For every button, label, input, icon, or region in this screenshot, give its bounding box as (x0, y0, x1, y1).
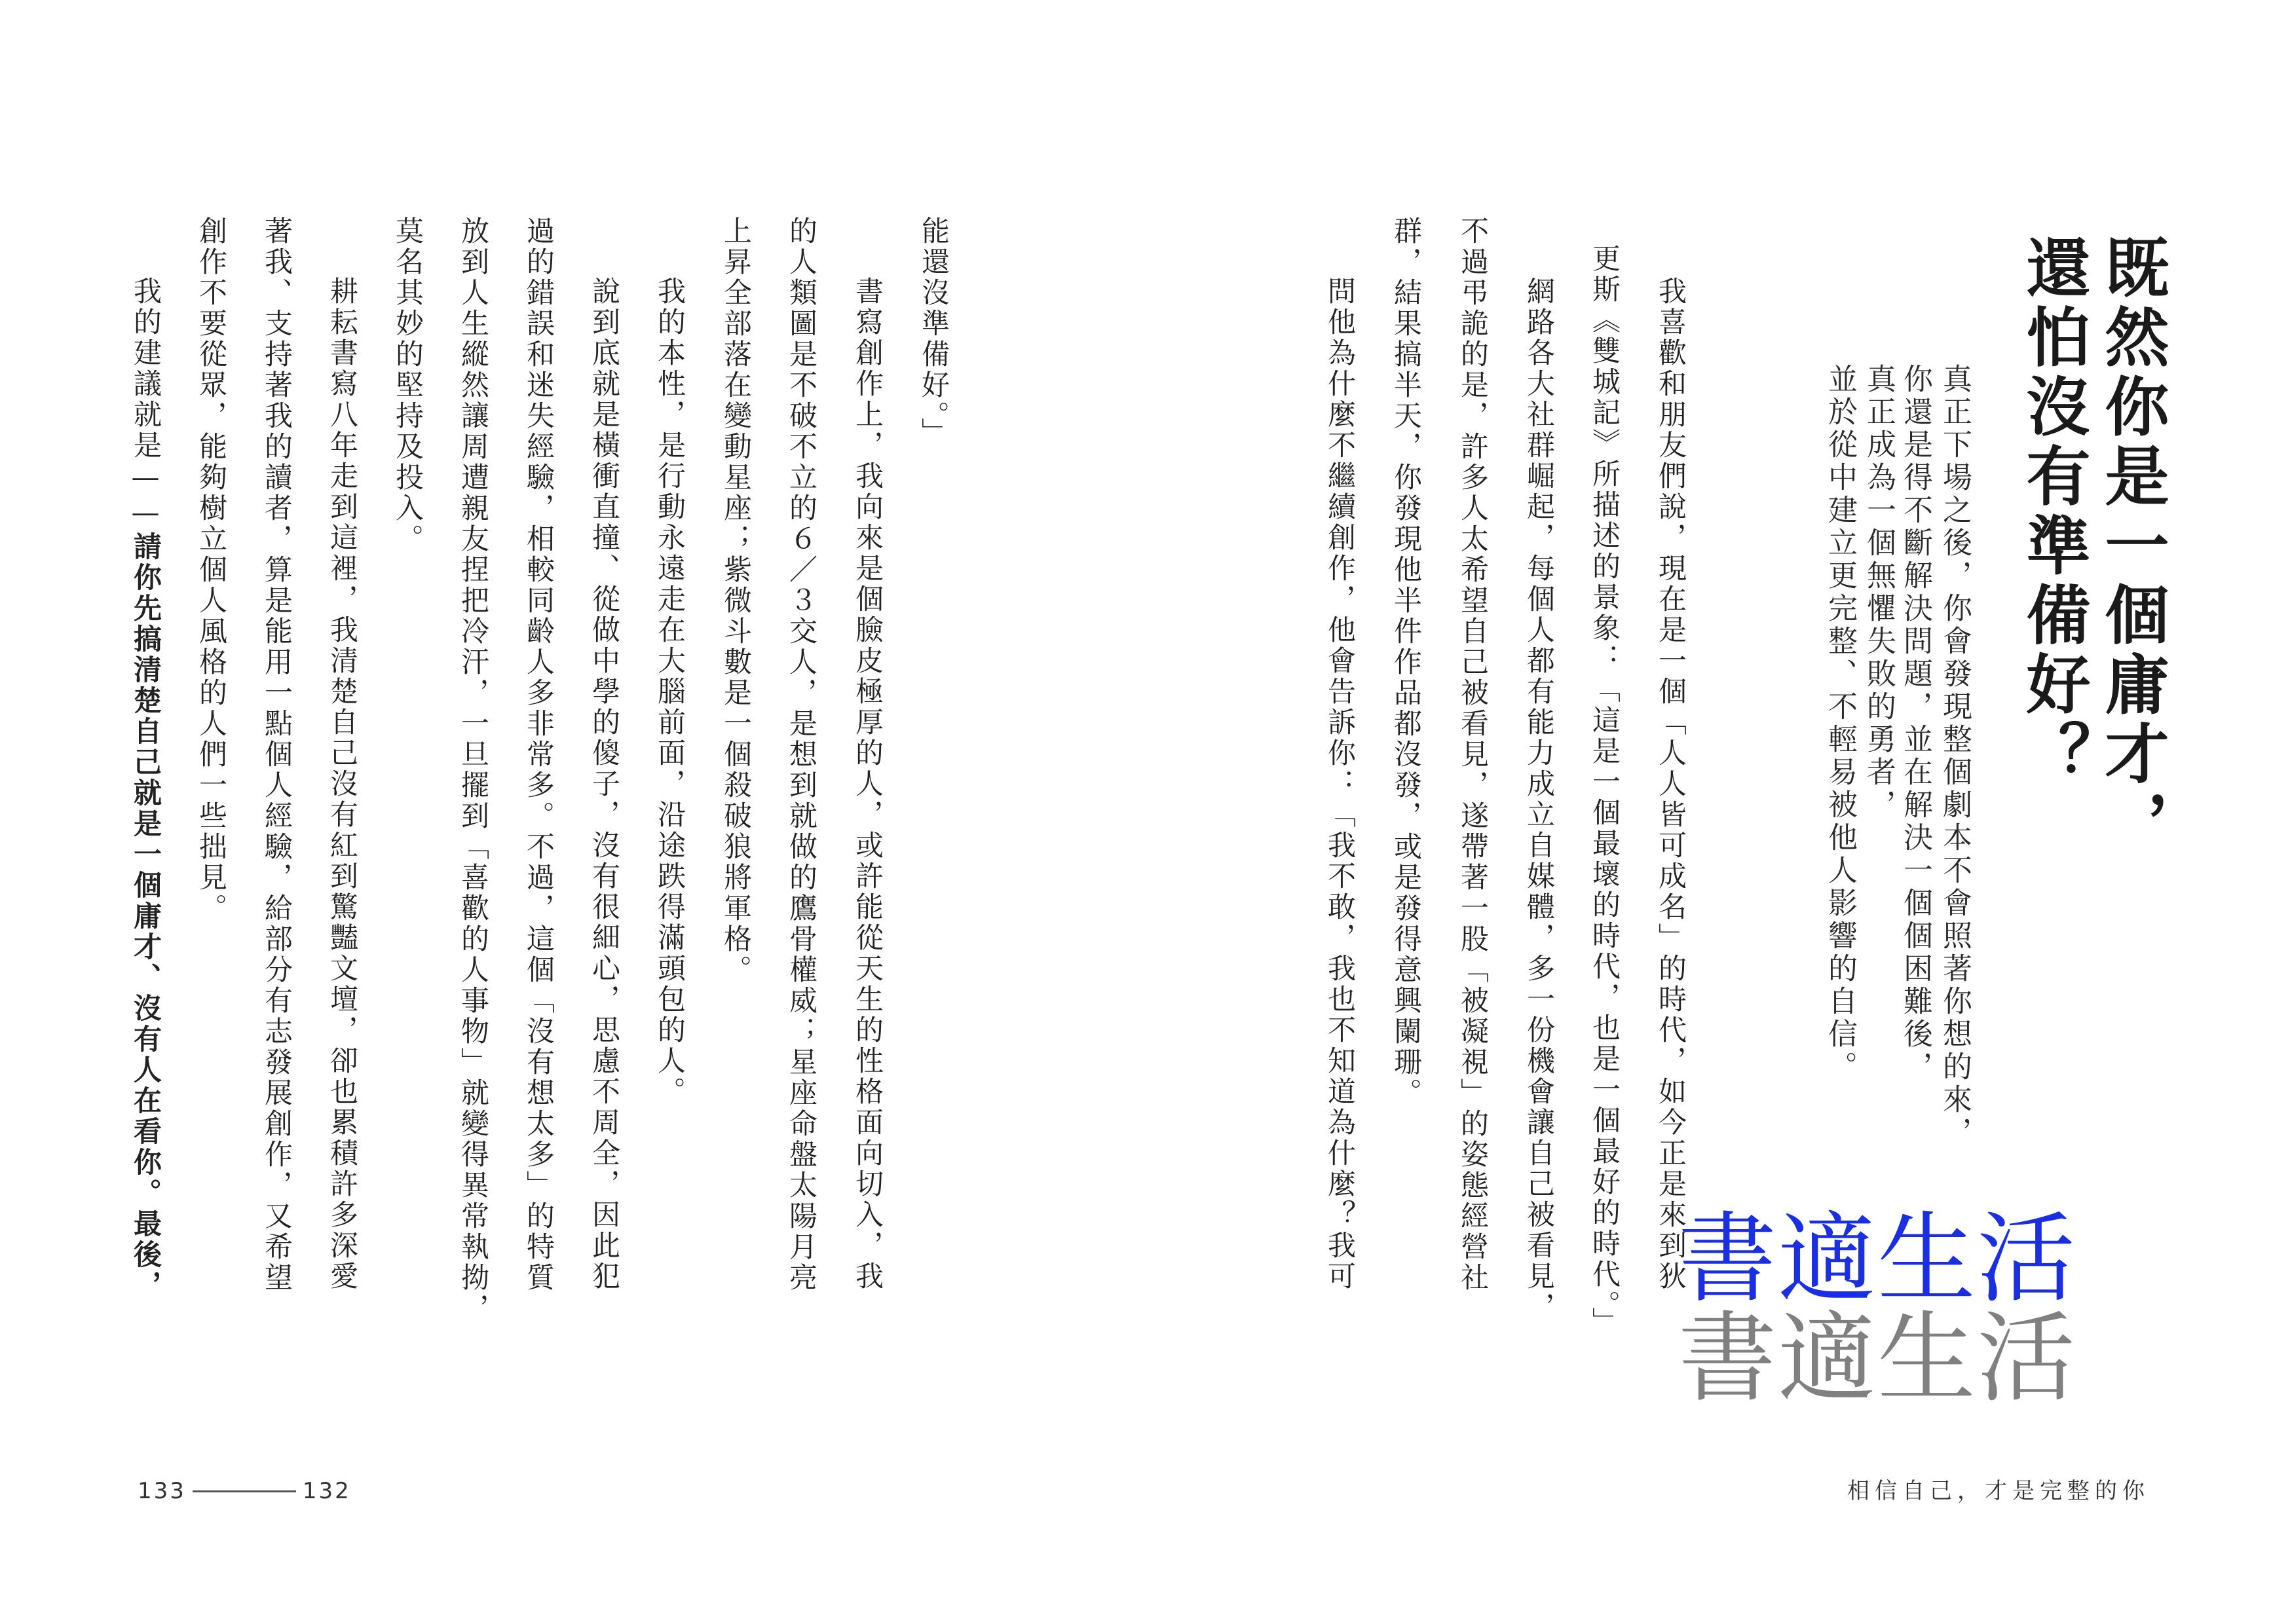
intro-line-3: 真正成為一個無懼失敗的勇者， (1862, 363, 1896, 822)
intro-line-1: 真正下場之後，你會發現整個劇本不會照著你想的來， (1938, 363, 1972, 1149)
body-line-9: 的人類圖是不破不立的６／３交人，是想到就做的鷹骨權威；星座命盤太陽月亮 (785, 216, 817, 1293)
intro-line-2: 你還是得不斷解決問題，並在解決一個個困難後， (1898, 363, 1933, 1084)
body-line-11: 我的本性，是行動永遠走在大腦前面，沿途跌得滿頭包的人。 (653, 276, 686, 1107)
body-line-19-plain: 我的建議就是—— (129, 276, 162, 532)
running-title: 相信自己，才是完整的你 (1847, 1478, 2150, 1504)
body-line-8: 書寫創作上，我向來是個臉皮極厚的人，或許能從天生的性格面向切入，我 (851, 276, 884, 1292)
body-line-15: 莫名其妙的堅持及投入。 (391, 216, 424, 555)
body-line-17: 著我、支持著我的讀者，算是能用一點個人經驗，給部分有志發展創作，又希望 (260, 216, 293, 1293)
body-line-1: 我喜歡和朋友們說，現在是一個「人人皆可成名」的時代，如今正是來到狄 (1654, 276, 1687, 1292)
page-number-left: 133 (138, 1478, 186, 1504)
body-line-19 (129, 276, 162, 1301)
body-line-12: 說到底就是橫衝直撞、從做中學的傻子，沒有很細心，思慮不周全，因此犯 (588, 276, 620, 1292)
page-number-divider (193, 1490, 296, 1492)
body-line-18: 創作不要從眾，能夠樹立個人風格的人們一些拙見。 (195, 216, 227, 924)
body-line-19-bold: 請你先搞清楚自己就是一個庸才、沒有人在看你。最後， (129, 532, 162, 1301)
body-line-13: 過的錯誤和迷失經驗，相較同齡人多非常多。不過，這個「沒有想太多」的特質 (522, 216, 555, 1293)
body-line-2: 更斯《雙城記》所描述的景象：「這是一個最壞的時代，也是一個最好的時代。」 (1588, 244, 1621, 1338)
page-number-right: 132 (302, 1478, 351, 1504)
watermark-gray: 書適生活 (1678, 1302, 2077, 1416)
body-line-7: 能還沒準備好。」 (917, 216, 950, 449)
body-line-10: 上昇全部落在變動星座；紫微斗數是一個殺破狼將軍格。 (719, 216, 752, 986)
body-line-16: 耕耘書寫八年走到這裡，我清楚自己沒有紅到驚豔文壇，卻也累積許多深愛 (326, 276, 358, 1292)
body-line-6: 問他為什麼不繼續創作，他會告訴你：「我不敢，我也不知道為什麼？我可 (1323, 276, 1356, 1292)
body-line-3: 網路各大社群崛起，每個人都有能力成立自媒體，多一份機會讓自己被看見， (1522, 276, 1555, 1323)
intro-line-4: 並於從中建立更完整、不輕易被他人影響的自信。 (1823, 363, 1858, 1084)
body-line-14: 放到人生縱然讓周遭親友捏把冷汗，一旦擺到「喜歡的人事物」就變得異常執拗， (457, 216, 489, 1324)
chapter-title-line-1: 既然你是一個庸才， (2094, 234, 2169, 859)
page-numbers (138, 1475, 351, 1507)
chapter-title-line-2: 還怕沒有準備好？ (2016, 234, 2090, 790)
watermark-blue: 書適生活 (1678, 1202, 2077, 1316)
body-line-5: 群，結果搞半天，你發現他半件作品都沒發，或是發得意興闌珊。 (1389, 216, 1422, 1109)
body-line-4: 不過弔詭的是，許多人太希望自己被看見，遂帶著一股「被凝視」的姿態經營社 (1456, 216, 1489, 1293)
